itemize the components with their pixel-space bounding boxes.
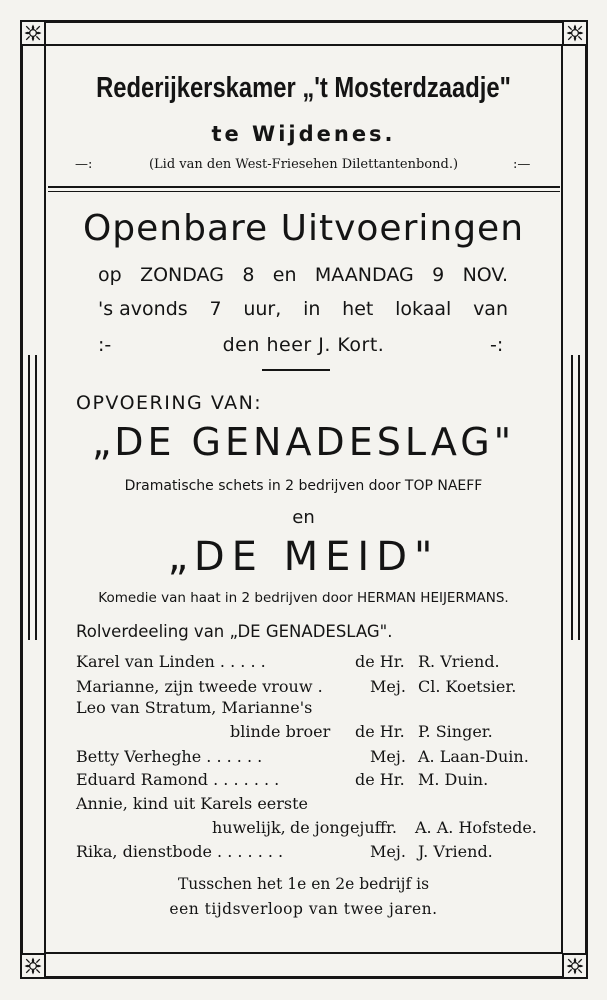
venue-right-mark: -: (490, 334, 504, 356)
frame-top-inner (46, 44, 562, 46)
word: op (98, 264, 122, 286)
word: 's avonds (98, 298, 188, 320)
affiliation-right-mark: :— (513, 157, 531, 172)
venue-left-mark: :- (98, 334, 112, 356)
role: Annie, kind uit Karels eerste (76, 794, 309, 813)
role: Marianne, zijn tweede vrouw . (76, 677, 323, 696)
frame-bottom-inner (46, 952, 562, 954)
table-row (76, 770, 279, 789)
location: te Wijdenes. (211, 122, 396, 146)
word: ZONDAG (140, 264, 224, 286)
announcement-title: Openbare Uitvoeringen (82, 208, 525, 249)
play1-title: „DE GENADESLAG" (91, 420, 516, 464)
table-row (76, 794, 308, 813)
frame-left-inner (44, 44, 46, 954)
frame-top-outer (20, 20, 588, 23)
cast-actor-7: A. A. Hofstede. (415, 818, 537, 837)
word: MAANDAG (314, 264, 414, 286)
table-row (76, 747, 262, 766)
role: Karel van Linden . . . . . (76, 652, 266, 671)
floral-corner-icon (20, 953, 46, 979)
word: en (272, 264, 297, 286)
table-row (76, 677, 323, 696)
cast-actor-3: P. Singer. (418, 722, 493, 741)
conjunction: en (292, 507, 315, 528)
word: 8 (242, 264, 255, 286)
floral-corner-icon (562, 20, 588, 46)
cast-title-4: Mej. (370, 747, 406, 766)
floral-corner-icon (562, 953, 588, 979)
header-rule-bottom (48, 191, 560, 192)
word: in (303, 298, 321, 320)
role: Rika, dienstbode . . . . . . . (76, 842, 284, 861)
venue: den heer J. Kort. (222, 334, 385, 356)
cast-title-0: de Hr. (355, 652, 405, 671)
cast-actor-0: R. Vriend. (418, 652, 500, 671)
table-row (76, 652, 266, 671)
affiliation: (Lid van den West-Friesehen Dilettantenbond.) (148, 157, 459, 172)
word: uur, (243, 298, 282, 320)
cast-title-8: Mej. (370, 842, 406, 861)
role: blinde broer (230, 722, 331, 741)
cast-actor-4: A. Laan-Duin. (418, 747, 529, 766)
floral-corner-icon (20, 20, 46, 46)
word: 7 (209, 298, 222, 320)
table-row (76, 842, 283, 861)
word: het (342, 298, 374, 320)
short-divider (262, 369, 330, 371)
society-name: Rederijkerskamer „'t Mosterdzaadje" (96, 72, 511, 104)
cast-title-1: Mej. (370, 677, 406, 696)
header-rule-top (48, 186, 560, 188)
affiliation-left-mark: —: (75, 157, 93, 172)
announcement-time (98, 298, 508, 320)
word: 9 (432, 264, 445, 286)
word: van (473, 298, 508, 320)
role: Betty Verheghe . . . . . . (76, 747, 263, 766)
footer-line-1: Tusschen het 1e en 2e bedrijf is (177, 875, 430, 893)
cast-title-7: de jongejuffr. (290, 818, 398, 837)
word: NOV. (462, 264, 508, 286)
frame-bottom-outer (20, 976, 588, 979)
role: Eduard Ramond . . . . . . . (76, 770, 280, 789)
table-row (230, 722, 330, 741)
cast-heading: Rolverdeeling van „DE GENADESLAG". (76, 622, 393, 641)
play2-subtitle: Komedie van haat in 2 bedrijven door HERMAN HEIJERMANS. (98, 590, 509, 606)
role: Leo van Stratum, Marianne's (76, 698, 313, 717)
cast-actor-8: J. Vriend. (418, 842, 493, 861)
table-row (212, 818, 286, 837)
cast-actor-5: M. Duin. (418, 770, 489, 789)
word: lokaal (395, 298, 452, 320)
footer-line-2: een tijdsverloop van twee jaren. (169, 900, 438, 918)
cast-actor-1: Cl. Koetsier. (418, 677, 517, 696)
role: huwelijk, (212, 818, 286, 837)
play2-title: „DE MEID" (167, 534, 440, 580)
frame-right-inner (561, 44, 563, 954)
play1-subtitle: Dramatische schets in 2 bedrijven door TOP NAEFF (124, 478, 483, 494)
table-row (76, 698, 312, 717)
program-intro: OPVOERING VAN: (76, 392, 263, 414)
cast-title-3: de Hr. (355, 722, 405, 741)
cast-title-5: de Hr. (355, 770, 405, 789)
announcement-dates (98, 264, 508, 286)
